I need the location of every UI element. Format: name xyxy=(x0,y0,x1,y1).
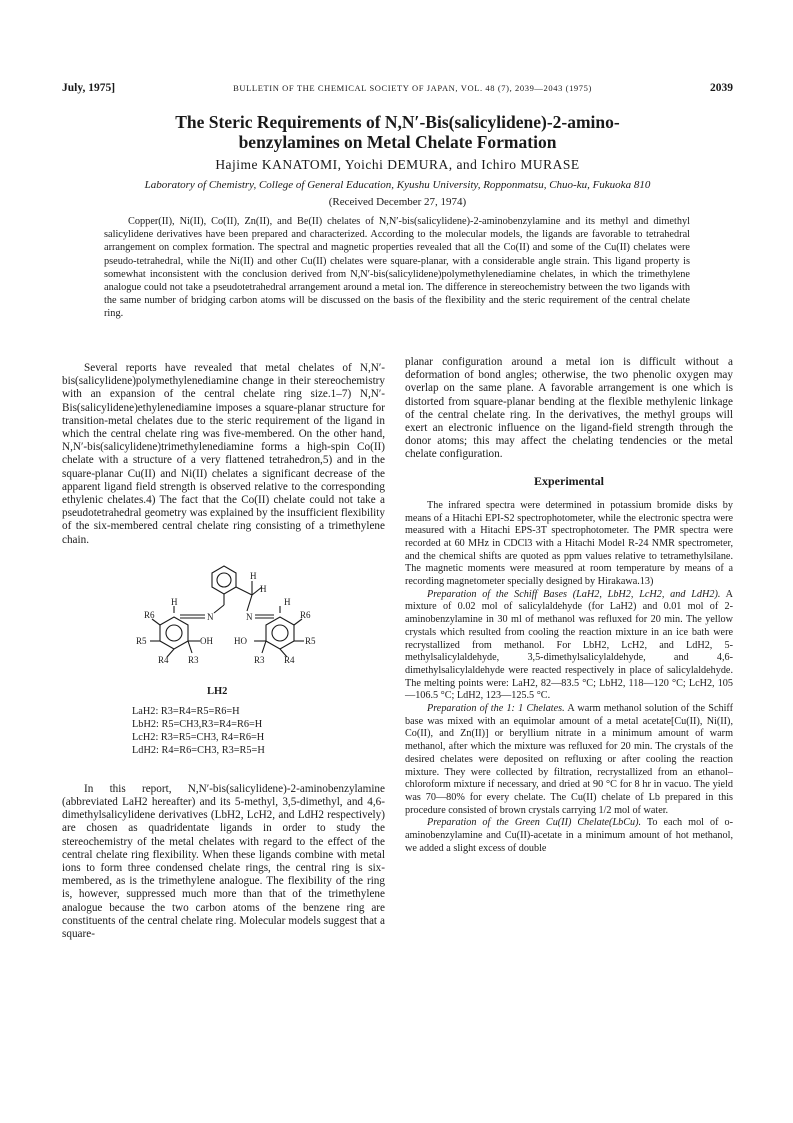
oh-label: OH xyxy=(200,635,213,646)
structure-diagram xyxy=(62,553,385,703)
r5-label: R5 xyxy=(305,635,316,646)
title-line-1: The Steric Requirements of N,N′-Bis(salicylidene)-2-amino- xyxy=(175,112,620,132)
title-line-2: benzylamines on Metal Chelate Formation xyxy=(238,132,557,152)
experimental-paragraph-2 xyxy=(405,589,733,703)
journal-citation: BULLETIN OF THE CHEMICAL SOCIETY OF JAPAN, VOL. 48 (7), 2039—2043 (1975) xyxy=(233,83,592,93)
experimental-paragraph-1: The infrared spectra were determined in potassium bromide disks by means of a Hitachi EPI-S2 spectrophotometer, while the electronic spectra were measured with a Hitachi EPS-3T spectrophotometer. The PMR spectra were recorded at 60 MHz in CDCl3 with a Hitachi Model R-24 NMR spectrometer, and the chemical shifts are quoted as ppm values relative to tetramethylsilane. The magnetic moments were measured at room temperature by means of a recording magnetometer specially designed by Hirakawa.13) xyxy=(405,499,733,588)
intro-paragraph-2: In this report, N,N′-bis(salicylidene)-2-aminobenzylamine (abbreviated LaH2 hereafter) and its 5-methyl, 3,5-dimethyl, and 4,6-dimethylsalicylidene derivatives (LbH2, LcH2, and LdH2 respectively) are chosen as quadridentate ligands in order to study the stereochemistry of the metal chelates with regard to the effect of the central chelate ring flexibility. When these ligands combine with metal ions to form three condensed chelate rings, the central ring is six-membered, as is the trimethylene analogue. The flexibility of the ring is, however, suppressed much more than that of the trimethylene analogue because the two carbon atoms of the benzene ring are constituents of the central chelate ring. Molecular models suggest that a square- xyxy=(62,782,385,941)
compound-label: LH2 xyxy=(207,685,228,697)
green-cu-text: To each mol of o-aminobenzylamine and Cu(II)-acetate in a minimum amount of hot methanol, we added a slight excess of double xyxy=(405,817,733,854)
subheading-green-cu: Preparation of the Green Cu(II) Chelate(LbCu). xyxy=(427,817,642,829)
chelates-text: A warm methanol solution of the Schiff base was mixed with an equimolar amount of a metal acetate[Cu(II), Ni(II), Co(II), and Zn(II)] or beryllium nitrate in a minimum amount of warm methanol, after which the mixture was refluxed for 20 min. The crystals of the desired chelates were deposited on refluxing or after cooling the reaction mixture. They were collected by filtration, recrystallized from an ethanol–chloroform mixture if necessary, and dried at 90 °C for 8 hr in vacuo. The yield was 70—80% for every chelate. The Cu(II) chelate of Lb prepared in this procedure consisted of brown crystals carrying 1/2 mol of water. xyxy=(405,703,734,816)
central-benzene-ring xyxy=(212,566,236,594)
intro-paragraph-1: Several reports have revealed that metal chelates of N,N′-bis(salicylidene)polymethylenediamine change in their stereochemistry with an expansion of the central chelate ring size.1–7) N,N′-Bis(salicylidene)ethylenediamine imposes a square-planar structure for transition-metal chelates due to the steric requirement of the ligand in which the central chelate ring was five-membered. On the other hand, N,N′-bis(salicylidene)trimethylenediamine forms a high-spin Co(II) chelate with a structure of a very flattened tetrahedron,5) and in the square-planar Cu(II) and Ni(II) chelates a significant decrease of the apparent ligand field strength is observed relative to the corresponding ethylenic chelates.4) The fact that the Co(II) chelate could not take a pseudotetrahedral geometry was explained by the insufficient flexibility of the six-membered central chelate ring consisting of a trimethylene chain. xyxy=(62,362,385,546)
n-label: N xyxy=(207,611,214,622)
received-date: (Received December 27, 1974) xyxy=(328,196,467,208)
ligand-def-d: LdH2: R4=R6=CH3, R3=R5=H xyxy=(132,744,265,756)
schiff-bases-text: A mixture of 0.02 mol of salicylaldehyde (for LaH2) and 0.01 mol of 2-aminobenzylamine in 30 ml of methanol was refluxed for 20 min. The yellow crystals which resulted from cooling the reaction mixture in an ice bath were recrystallized from methanol. For LbH2, LcH2, and LdH2, 5-methylsalicylaldehyde, 3,5-dimethylsalicylaldehyde, and 4,6-dimethylsalicylaldehyde were reacted respectively in place of salicylaldehyde. The melting points were: LaH2, 82—83.5 °C; LbH2, 118—120 °C; LcH2, 105—106.5 °C; LdH2, 123—125.5 °C. xyxy=(405,588,733,702)
aromatic-circle xyxy=(217,573,231,587)
ligand-def-a: LaH2: R3=R4=R5=R6=H xyxy=(132,705,240,717)
experimental-paragraph-4 xyxy=(405,817,733,855)
experimental-section xyxy=(405,500,733,856)
experimental-paragraph-3 xyxy=(405,703,733,817)
right-column xyxy=(405,356,733,856)
r6-label: R6 xyxy=(300,609,311,620)
ho-label: HO xyxy=(234,635,247,646)
r6-label: R6 xyxy=(144,609,155,620)
r4-label: R4 xyxy=(158,654,169,665)
h-label: H xyxy=(284,596,291,607)
ch2-bond xyxy=(236,587,252,595)
subheading-schiff-bases: Preparation of the Schiff Bases (LaH2, LbH2, LcH2, and LdH2). xyxy=(427,588,721,600)
issue-date: July, 1975] xyxy=(62,82,116,94)
r5-label: R5 xyxy=(136,635,147,646)
ligand-definitions xyxy=(132,705,265,757)
subheading-chelates: Preparation of the 1: 1 Chelates. xyxy=(427,703,565,715)
r3-label: R3 xyxy=(188,654,199,665)
ligand-def-c: LcH2: R3=R5=CH3, R4=R6=H xyxy=(132,731,265,743)
section-heading-experimental: Experimental xyxy=(534,473,604,488)
running-head xyxy=(62,82,733,94)
page-number: 2039 xyxy=(709,82,733,94)
left-column xyxy=(62,362,385,941)
r3-label: R3 xyxy=(254,654,265,665)
r4-label: R4 xyxy=(284,654,295,665)
h-label: H xyxy=(250,570,257,581)
affiliation: Laboratory of Chemistry, College of General Education, Kyushu University, Ropponmatsu, Chuo-ku, Fukuoka 810 xyxy=(144,179,651,191)
right-phenol-ring xyxy=(266,617,294,649)
paper-title xyxy=(62,112,733,152)
h-label: H xyxy=(260,583,267,594)
n-label: N xyxy=(246,611,253,622)
structure-figure xyxy=(62,553,385,781)
h-label: H xyxy=(171,596,178,607)
abstract: Copper(II), Ni(II), Co(II), Zn(II), and Be(II) chelates of N,N′-bis(salicylidene)-2-aminobenzylamine and its methyl and dimethyl salicylidene derivatives have been prepared and characterized. According to the molecular models, the ligands are favorable to tetrahedral arrangement on complex formation. The spectral and magnetic properties revealed that all the Co(II) and some of the Cu(II) chelates were pseudo-tetrahedral, while the Ni(II) and other Cu(II) chelates were square-planar, with a considerable angle strain. This ligand property is somewhat inconsistent with the conclusion derived from N,N′-bis(salicylidene)polymethylenediamine chelates, in which the trimethylene analogue could not take a pseudotetrahedral arrangement around a metal ion. The difference in stereochemistry between the two ligands with the same number of bridging carbon atoms will be discussed on the basis of the flexibility and the steric requirement of the central chelate ring. xyxy=(104,216,690,320)
left-phenol-ring xyxy=(160,617,188,649)
ligand-def-b: LbH2: R5=CH3,R3=R4=R6=H xyxy=(132,718,263,730)
author-list: Hajime KANATOMI, Yoichi DEMURA, and Ichiro MURASE xyxy=(215,157,580,172)
intro-paragraph-3: planar configuration around a metal ion is difficult without a deformation of bond angles; otherwise, the two phenolic oxygen may overlap on the same plane. A favorable arrangement is one which is distorted from square-planar bending at the flexible methylenic linkage of the central chelate ring. In the derivatives, the methyl groups will exert an electronic influence on the ligand-field strength through the donor atoms; this may affect the chelating tendencies or the metal chelate configuration. xyxy=(405,356,733,461)
